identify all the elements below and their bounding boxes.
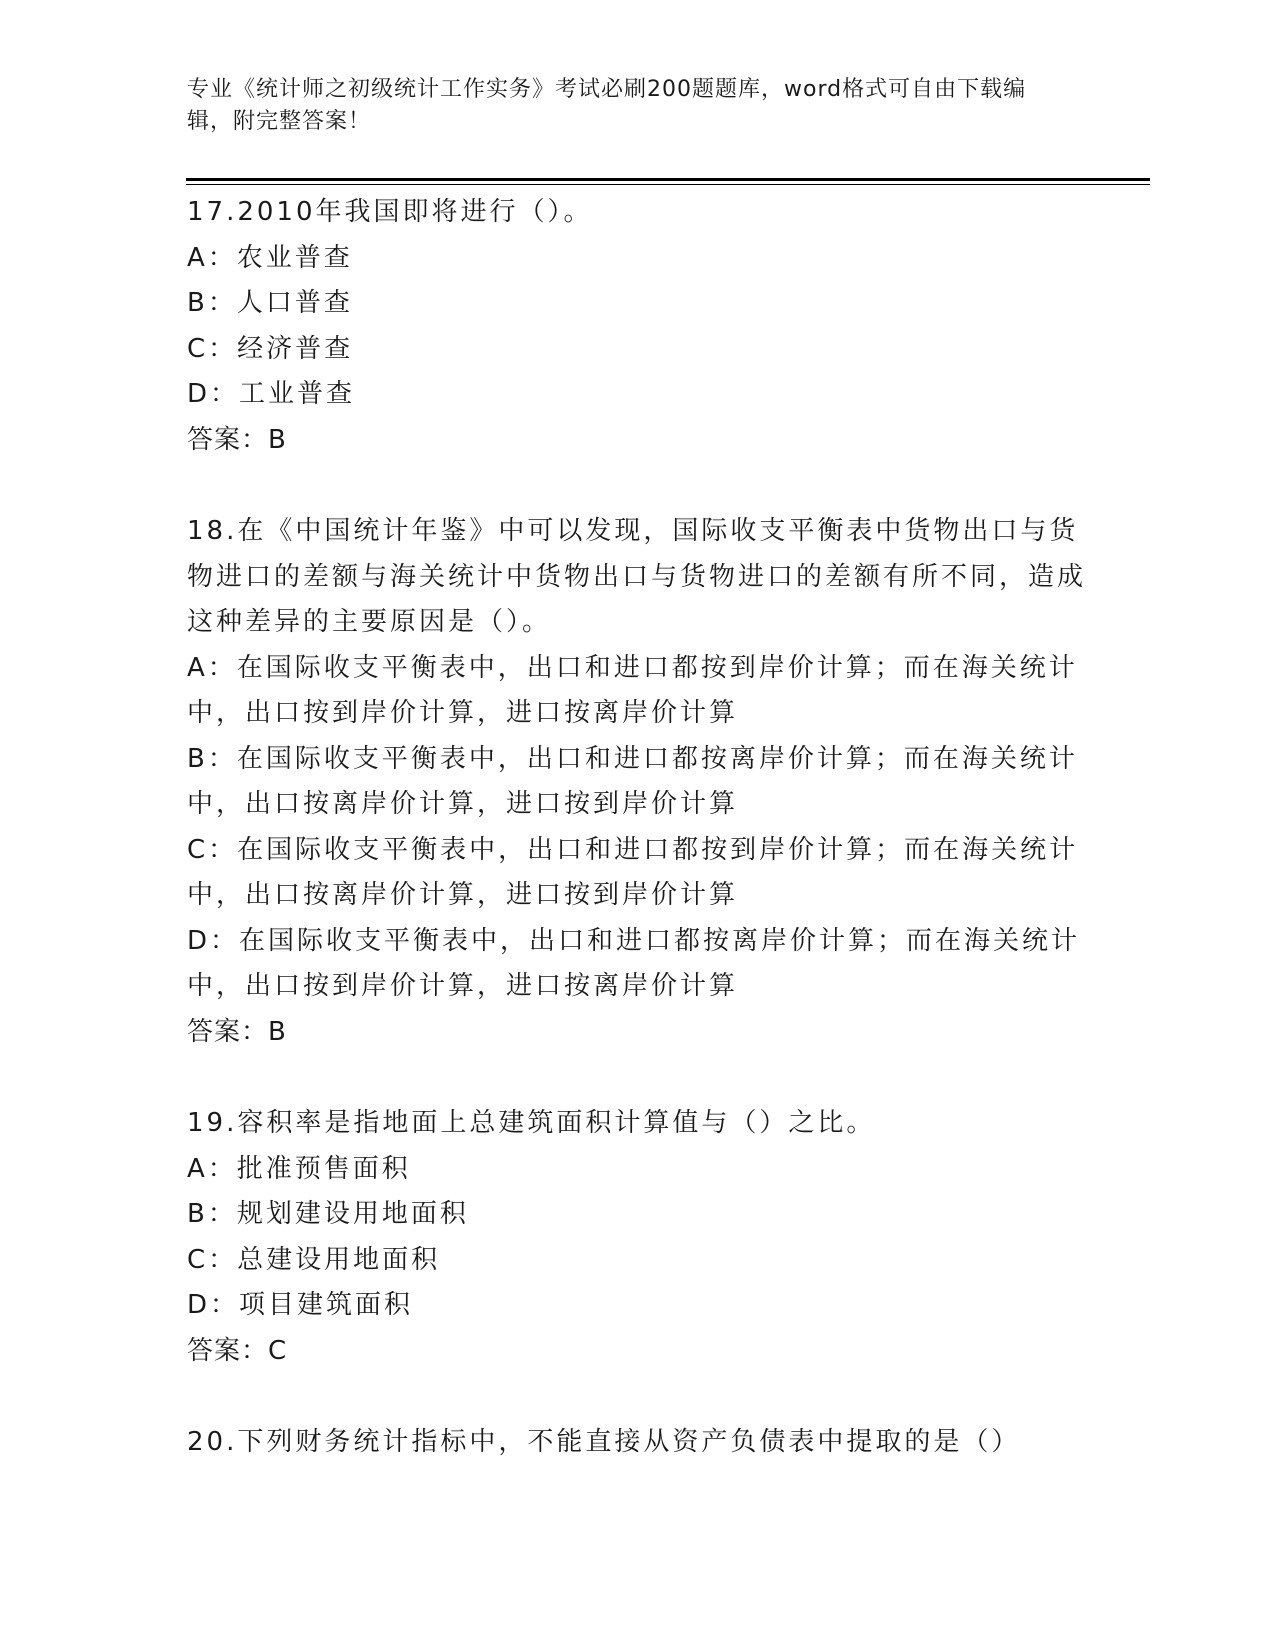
- question-stem: 17.2010年我国即将进行（）。: [187, 197, 593, 227]
- question-stem: 19.容积率是指地面上总建筑面积计算值与（）之比。: [187, 1108, 876, 1138]
- question-block: [187, 190, 1087, 463]
- question-option: A：农业普查: [187, 242, 353, 273]
- question-option: B：规划建设用地面积: [187, 1199, 469, 1229]
- header-rule-thick: [186, 178, 1150, 181]
- question-option: A：批准预售面积: [187, 1153, 411, 1184]
- question-option: B：人口普查: [187, 288, 353, 318]
- question-answer: 答案：B: [187, 1016, 287, 1047]
- question-option: A：在国际收支平衡表中，出口和进口都按到岸价计算；而在海关统计中，出口按到岸价计算，进口按离岸价计算: [187, 652, 1078, 728]
- question-answer: 答案：C: [187, 1335, 288, 1366]
- question-option: D：在国际收支平衡表中，出口和进口都按离岸价计算；而在海关统计中，出口按到岸价计算，进口按离岸价计算: [187, 925, 1081, 1001]
- question-option: D：工业普查: [187, 379, 356, 409]
- question-option: B：在国际收支平衡表中，出口和进口都按离岸价计算；而在海关统计中，出口按离岸价计算，进口按到岸价计算: [187, 743, 1078, 819]
- question-answer: 答案：B: [187, 424, 287, 455]
- question-option: C：经济普查: [187, 333, 354, 364]
- question-option: C：在国际收支平衡表中，出口和进口都按到岸价计算；而在海关统计中，出口按离岸价计算，进口按到岸价计算: [187, 834, 1079, 910]
- question-option: C：总建设用地面积: [187, 1244, 441, 1275]
- question-block: [187, 1101, 1087, 1374]
- question-list: [187, 190, 1087, 1466]
- question-stem: 18.在《中国统计年鉴》中可以发现，国际收支平衡表中货物出口与货物进口的差额与海关统计中货物出口与货物进口的差额有所不同，造成这种差异的主要原因是（）。: [187, 516, 1087, 637]
- question-option: D：项目建筑面积: [187, 1290, 414, 1320]
- header-rule-thin: [186, 184, 1150, 185]
- question-block: [187, 509, 1087, 1055]
- header-note: 专业《统计师之初级统计工作实务》考试必刷200题题库，word格式可自由下载编辑，附完整答案！: [187, 77, 1027, 134]
- question-block: [187, 1420, 1087, 1466]
- question-stem: 20.下列财务统计指标中，不能直接从资产负债表中提取的是（）: [187, 1427, 1021, 1457]
